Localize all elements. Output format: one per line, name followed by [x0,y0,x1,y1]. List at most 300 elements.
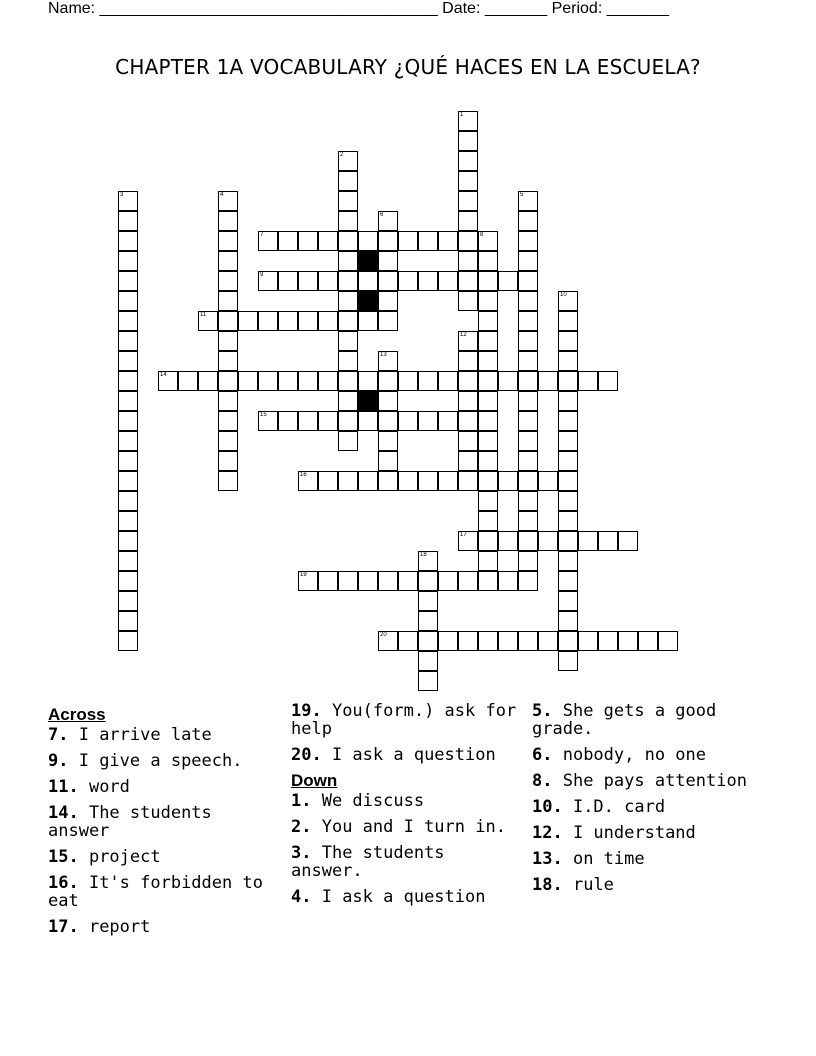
clue-number: 4 [220,192,224,198]
crossword-cell[interactable] [498,631,518,651]
crossword-cell[interactable] [338,371,358,391]
crossword-cell[interactable] [398,631,418,651]
crossword-cell[interactable] [558,551,578,571]
crossword-cell[interactable] [378,571,398,591]
clue-item-text: The students answer. [291,843,445,881]
crossword-cell[interactable] [318,231,338,251]
crossword-cell[interactable] [558,511,578,531]
crossword-cell[interactable] [298,411,318,431]
crossword-cell[interactable] [478,471,498,491]
crossword-cell[interactable] [538,531,558,551]
crossword-cell[interactable] [338,151,358,171]
clue-item-text: I arrive late [68,725,212,745]
crossword-cell[interactable] [458,271,478,291]
crossword-cell[interactable] [638,631,658,651]
crossword-cell[interactable] [338,411,358,431]
crossword-cell[interactable] [338,251,358,271]
crossword-cell[interactable] [218,331,238,351]
crossword-cell[interactable] [558,611,578,631]
clue-number: 9 [260,272,264,278]
crossword-cell[interactable] [118,311,138,331]
clues-column-2 [291,702,526,914]
crossword-cell[interactable] [558,651,578,671]
crossword-cell[interactable] [378,391,398,411]
crossword-cell[interactable] [418,671,438,691]
crossword-cell[interactable] [518,431,538,451]
clue-item-text: You(form.) ask for help [291,701,517,739]
crossword-cell[interactable] [558,311,578,331]
crossword-cell[interactable] [118,371,138,391]
crossword-cell[interactable] [378,411,398,431]
crossword-cell[interactable] [298,571,318,591]
crossword-cell[interactable] [258,271,278,291]
crossword-cell[interactable] [478,251,498,271]
crossword-cell[interactable] [118,551,138,571]
crossword-cell[interactable] [218,471,238,491]
crossword-cell[interactable] [518,231,538,251]
crossword-cell[interactable] [578,531,598,551]
crossword-cell[interactable] [298,371,318,391]
across-heading: Across [48,705,106,724]
crossword-cell[interactable] [418,231,438,251]
crossword-cell[interactable] [218,351,238,371]
crossword-cell[interactable] [458,371,478,391]
crossword-cell[interactable] [538,471,558,491]
crossword-cell[interactable] [418,631,438,651]
crossword-cell[interactable] [218,431,238,451]
crossword-cell[interactable] [458,151,478,171]
crossword-cell[interactable] [458,251,478,271]
crossword-cell[interactable] [498,271,518,291]
crossword-cell[interactable] [418,571,438,591]
crossword-cell[interactable] [118,191,138,211]
black-square [358,391,378,411]
crossword-cell[interactable] [478,411,498,431]
crossword-cell[interactable] [418,271,438,291]
crossword-cell[interactable] [118,391,138,411]
clue-item-text: I ask a question [321,745,496,765]
crossword-cell[interactable] [558,491,578,511]
crossword-cell[interactable] [398,471,418,491]
crossword-cell[interactable] [318,271,338,291]
crossword-cell[interactable] [118,291,138,311]
crossword-cell[interactable] [338,431,358,451]
crossword-cell[interactable] [258,231,278,251]
crossword-cell[interactable] [318,571,338,591]
crossword-cell[interactable] [498,571,518,591]
crossword-cell[interactable] [458,411,478,431]
crossword-cell[interactable] [498,531,518,551]
crossword-cell[interactable] [378,291,398,311]
clue-item-number: 11. [48,777,79,797]
crossword-cell[interactable] [518,511,538,531]
crossword-cell[interactable] [158,371,178,391]
crossword-cell[interactable] [458,351,478,371]
crossword-cell[interactable] [338,171,358,191]
crossword-cell[interactable] [378,631,398,651]
crossword-cell[interactable] [598,371,618,391]
crossword-cell[interactable] [358,231,378,251]
crossword-cell[interactable] [418,471,438,491]
crossword-cell[interactable] [598,531,618,551]
crossword-cell[interactable] [478,571,498,591]
crossword-cell[interactable] [458,531,478,551]
crossword-cell[interactable] [478,491,498,511]
crossword-cell[interactable] [218,311,238,331]
crossword-cell[interactable] [278,271,298,291]
crossword-cell[interactable] [338,311,358,331]
crossword-cell[interactable] [118,411,138,431]
clue-item [532,824,767,842]
crossword-cell[interactable] [418,371,438,391]
crossword-cell[interactable] [298,311,318,331]
crossword-cell[interactable] [558,531,578,551]
clue-item-number: 2. [291,817,312,837]
crossword-cell[interactable] [558,291,578,311]
crossword-cell[interactable] [318,311,338,331]
clue-item-text: project [78,847,161,867]
crossword-cell[interactable] [478,391,498,411]
crossword-cell[interactable] [338,191,358,211]
crossword-cell[interactable] [438,571,458,591]
crossword-cell[interactable] [358,311,378,331]
crossword-cell[interactable] [338,571,358,591]
crossword-cell[interactable] [558,571,578,591]
crossword-cell[interactable] [598,631,618,651]
clue-item-number: 1. [291,791,312,811]
crossword-cell[interactable] [458,111,478,131]
crossword-cell[interactable] [478,451,498,471]
crossword-cell[interactable] [458,431,478,451]
crossword-cell[interactable] [118,211,138,231]
clue-item-number: 16. [48,873,79,893]
crossword-cell[interactable] [438,471,458,491]
clue-item-number: 12. [532,823,563,843]
clue-number: 19 [300,572,307,578]
crossword-cell[interactable] [118,611,138,631]
clue-item [291,702,526,738]
clue-item [48,874,283,910]
clues-column-1 [48,702,283,944]
crossword-cell[interactable] [218,391,238,411]
crossword-cell[interactable] [518,311,538,331]
crossword-cell[interactable] [378,251,398,271]
crossword-cell[interactable] [278,311,298,331]
crossword-cell[interactable] [458,231,478,251]
crossword-cell[interactable] [498,471,518,491]
crossword-cell[interactable] [378,351,398,371]
crossword-cell[interactable] [558,391,578,411]
crossword-cell[interactable] [378,311,398,331]
crossword-cell[interactable] [458,291,478,311]
crossword-cell[interactable] [358,571,378,591]
crossword-cell[interactable] [498,371,518,391]
clue-item-text: nobody, no one [552,745,707,765]
crossword-cell[interactable] [118,271,138,291]
clue-item-number: 18. [532,875,563,895]
crossword-cell[interactable] [438,231,458,251]
crossword-cell[interactable] [358,371,378,391]
crossword-cell[interactable] [478,311,498,331]
crossword-cell[interactable] [478,431,498,451]
clue-item [291,888,526,906]
crossword-cell[interactable] [518,491,538,511]
crossword-cell[interactable] [218,211,238,231]
crossword-cell[interactable] [218,191,238,211]
clue-number: 11 [200,312,207,318]
crossword-cell[interactable] [118,331,138,351]
crossword-cell[interactable] [278,411,298,431]
crossword-cell[interactable] [398,371,418,391]
crossword-cell[interactable] [518,351,538,371]
crossword-cell[interactable] [518,571,538,591]
clue-item-text: She gets a good grade. [532,701,717,739]
crossword-cell[interactable] [458,571,478,591]
crossword-cell[interactable] [658,631,678,651]
crossword-cell[interactable] [458,211,478,231]
crossword-cell[interactable] [558,631,578,651]
crossword-cell[interactable] [518,211,538,231]
crossword-cell[interactable] [418,551,438,571]
clue-item [48,918,283,936]
clue-number: 8 [480,232,484,238]
crossword-cell[interactable] [318,471,338,491]
clue-item-text: We discuss [311,791,425,811]
crossword-cell[interactable] [398,411,418,431]
crossword-cell[interactable] [558,451,578,471]
crossword-cell[interactable] [118,351,138,371]
crossword-cell[interactable] [418,591,438,611]
crossword-cell[interactable] [578,631,598,651]
clue-item [48,804,283,840]
crossword-cell[interactable] [218,371,238,391]
crossword-cell[interactable] [458,631,478,651]
crossword-cell[interactable] [478,631,498,651]
crossword-cell[interactable] [518,451,538,471]
clue-number: 16 [300,472,307,478]
crossword-cell[interactable] [518,331,538,351]
crossword-cell[interactable] [338,271,358,291]
crossword-cell[interactable] [458,131,478,151]
crossword-cell[interactable] [318,411,338,431]
clue-item-number: 19. [291,701,322,721]
clue-item-text: It's forbidden to eat [48,873,263,911]
down-clue-list [291,792,526,906]
crossword-cell[interactable] [378,471,398,491]
crossword-cell[interactable] [458,331,478,351]
crossword-cell[interactable] [358,271,378,291]
clue-number: 10 [560,292,567,298]
clue-item-text: I ask a question [311,887,486,907]
crossword-cell[interactable] [198,371,218,391]
crossword-cell[interactable] [438,271,458,291]
clue-item [48,726,283,744]
clue-item-text: You and I turn in. [311,817,506,837]
clue-item-number: 9. [48,751,69,771]
crossword-cell[interactable] [218,411,238,431]
crossword-cell[interactable] [458,191,478,211]
crossword-cell[interactable] [118,571,138,591]
clue-number: 6 [380,212,384,218]
crossword-cell[interactable] [298,231,318,251]
crossword-cell[interactable] [618,531,638,551]
crossword-cell[interactable] [518,271,538,291]
clue-item [532,746,767,764]
crossword-cell[interactable] [238,371,258,391]
crossword-cell[interactable] [438,411,458,431]
crossword-cell[interactable] [218,251,238,271]
clue-item-text: report [78,917,151,937]
crossword-cell[interactable] [338,291,358,311]
clue-item-text: I understand [562,823,696,843]
crossword-cell[interactable] [418,651,438,671]
clue-item [532,798,767,816]
crossword-cell[interactable] [458,471,478,491]
crossword-cell[interactable] [118,631,138,651]
crossword-cell[interactable] [458,391,478,411]
crossword-cell[interactable] [238,311,258,331]
crossword-cell[interactable] [378,431,398,451]
clue-item [291,818,526,836]
crossword-cell[interactable] [618,631,638,651]
crossword-cell[interactable] [178,371,198,391]
crossword-cell[interactable] [478,511,498,531]
black-square [358,291,378,311]
clue-item-number: 14. [48,803,79,823]
student-info-header: Name: ______________________________________ Date: _______ Period: _______ [48,0,670,17]
crossword-cell[interactable] [518,391,538,411]
crossword-cell[interactable] [378,231,398,251]
crossword-cell[interactable] [258,311,278,331]
crossword-cell[interactable] [478,531,498,551]
crossword-cell[interactable] [478,351,498,371]
clue-item-number: 17. [48,917,79,937]
crossword-cell[interactable] [298,471,318,491]
clue-item-text: She pays attention [552,771,747,791]
crossword-cell[interactable] [518,471,538,491]
crossword-cell[interactable] [118,251,138,271]
crossword-cell[interactable] [258,371,278,391]
clue-item-number: 13. [532,849,563,869]
crossword-cell[interactable] [438,631,458,651]
crossword-cell[interactable] [118,431,138,451]
crossword-cell[interactable] [418,411,438,431]
crossword-cell[interactable] [518,551,538,571]
crossword-cell[interactable] [278,371,298,391]
crossword-cell[interactable] [118,451,138,471]
crossword-cell[interactable] [518,631,538,651]
crossword-cell[interactable] [478,271,498,291]
clue-number: 14 [160,372,167,378]
crossword-cell[interactable] [478,291,498,311]
clue-item-number: 10. [532,797,563,817]
clue-number: 18 [420,552,427,558]
crossword-cell[interactable] [478,331,498,351]
crossword-cell[interactable] [478,231,498,251]
crossword-cell[interactable] [378,271,398,291]
crossword-cell[interactable] [378,371,398,391]
clue-item-number: 20. [291,745,322,765]
crossword-cell[interactable] [578,371,598,391]
crossword-cell[interactable] [218,271,238,291]
crossword-cell[interactable] [558,431,578,451]
crossword-cell[interactable] [518,371,538,391]
clue-item [291,746,526,764]
crossword-cell[interactable] [338,331,358,351]
crossword-cell[interactable] [478,371,498,391]
crossword-cell[interactable] [118,491,138,511]
crossword-cell[interactable] [338,391,358,411]
clue-number: 12 [460,332,467,338]
clue-item-text: rule [562,875,614,895]
crossword-cell[interactable] [558,371,578,391]
crossword-cell[interactable] [398,231,418,251]
crossword-cell[interactable] [338,471,358,491]
crossword-cell[interactable] [198,311,218,331]
crossword-cell[interactable] [118,531,138,551]
crossword-cell[interactable] [338,231,358,251]
clue-item-number: 5. [532,701,553,721]
crossword-cell[interactable] [358,411,378,431]
clue-number: 15 [260,412,267,418]
clue-number: 3 [120,192,124,198]
clue-item [48,752,283,770]
crossword-cell[interactable] [518,411,538,431]
crossword-cell[interactable] [398,271,418,291]
clue-number: 5 [520,192,524,198]
crossword-cell[interactable] [538,371,558,391]
clue-number: 17 [460,532,467,538]
crossword-cell[interactable] [558,331,578,351]
crossword-cell[interactable] [418,611,438,631]
crossword-cell[interactable] [438,371,458,391]
crossword-cell[interactable] [518,251,538,271]
crossword-cell[interactable] [338,351,358,371]
crossword-cell[interactable] [218,451,238,471]
crossword-cell[interactable] [518,531,538,551]
crossword-cell[interactable] [118,591,138,611]
crossword-cell[interactable] [478,551,498,571]
crossword-cell[interactable] [338,211,358,231]
crossword-cell[interactable] [558,411,578,431]
crossword-cell[interactable] [278,231,298,251]
crossword-cell[interactable] [558,351,578,371]
crossword-cell[interactable] [458,171,478,191]
crossword-cell[interactable] [398,571,418,591]
clue-item [291,844,526,880]
crossword-cell[interactable] [518,191,538,211]
crossword-cell[interactable] [218,231,238,251]
crossword-cell[interactable] [218,291,238,311]
clue-item [532,850,767,868]
crossword-cell[interactable] [298,271,318,291]
crossword-cell[interactable] [118,511,138,531]
crossword-cell[interactable] [318,371,338,391]
crossword-cell[interactable] [378,451,398,471]
crossword-cell[interactable] [118,471,138,491]
crossword-cell[interactable] [558,591,578,611]
crossword-cell[interactable] [358,471,378,491]
clue-item [532,772,767,790]
crossword-cell[interactable] [458,451,478,471]
clue-number: 13 [380,352,387,358]
crossword-cell[interactable] [558,471,578,491]
crossword-cell[interactable] [538,631,558,651]
crossword-cell[interactable] [518,291,538,311]
crossword-cell[interactable] [378,211,398,231]
crossword-cell[interactable] [258,411,278,431]
crossword-cell[interactable] [118,231,138,251]
